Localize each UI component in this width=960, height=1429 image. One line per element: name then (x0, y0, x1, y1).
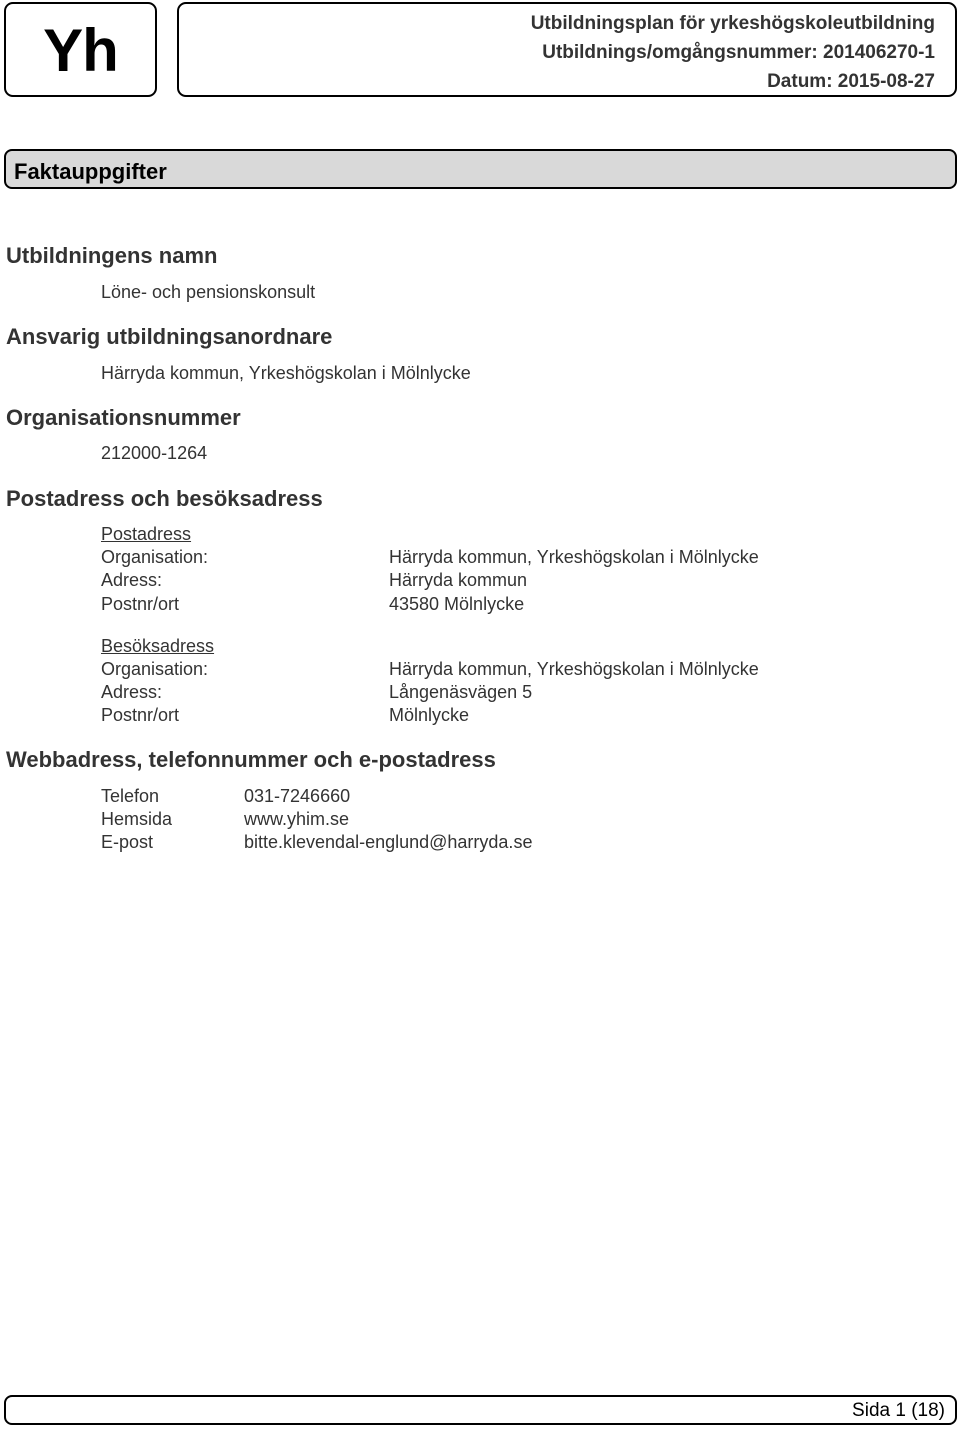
section-title: Faktauppgifter (14, 159, 167, 184)
visit-postnr-label: Postnr/ort (101, 705, 180, 725)
visit-address-field-label: Adress: (101, 682, 163, 702)
visit-org-label: Organisation: (101, 659, 209, 679)
phone-value: 031-7246660 (244, 786, 351, 806)
logo (4, 2, 157, 97)
visit-address-value: Långenäsvägen 5 (389, 682, 533, 702)
email-link[interactable]: bitte.klevendal-englund@harryda.se (244, 832, 533, 852)
phone-label: Telefon (101, 786, 160, 806)
postal-postnr-value: 43580 Mölnlycke (389, 594, 525, 614)
document-title: Utbildningsplan för yrkeshögskoleutbildning (530, 13, 935, 34)
postal-org-label: Organisation: (101, 547, 209, 567)
address-heading: Postadress och besöksadress (6, 486, 323, 511)
provider-name: Härryda kommun, Yrkeshögskolan i Mölnlycke (101, 363, 471, 383)
orgnr-heading: Organisationsnummer (6, 405, 241, 430)
postal-postnr-label: Postnr/ort (101, 594, 180, 614)
education-name-heading: Utbildningens namn (6, 243, 218, 268)
visit-postnr-value: Mölnlycke (389, 705, 470, 725)
page-footer (4, 1395, 957, 1425)
visit-address-label: Besöksadress (101, 636, 215, 656)
orgnr-value: 212000-1264 (101, 443, 208, 463)
document-date: Datum: 2015-08-27 (767, 71, 935, 92)
postal-address-value: Härryda kommun (389, 570, 528, 590)
section-bar (4, 149, 957, 189)
provider-heading: Ansvarig utbildningsanordnare (6, 324, 333, 349)
web-link[interactable]: www.yhim.se (244, 809, 350, 829)
postal-org-value: Härryda kommun, Yrkeshögskolan i Mölnlycke (389, 547, 759, 567)
education-number: Utbildnings/omgångsnummer: 201406270-1 (542, 42, 935, 63)
postal-address-label: Postadress (101, 524, 192, 544)
web-label: Hemsida (101, 809, 173, 829)
postal-address-field-label: Adress: (101, 570, 163, 590)
contact-heading: Webbadress, telefonnummer och e-postadress (6, 747, 496, 772)
logo-text: Yh (43, 16, 118, 84)
visit-org-value: Härryda kommun, Yrkeshögskolan i Mölnlycke (389, 659, 759, 679)
document-header (177, 2, 957, 97)
page-number: Sida 1 (18) (852, 1400, 945, 1421)
education-name: Löne- och pensionskonsult (101, 282, 316, 302)
email-label: E-post (101, 832, 154, 852)
